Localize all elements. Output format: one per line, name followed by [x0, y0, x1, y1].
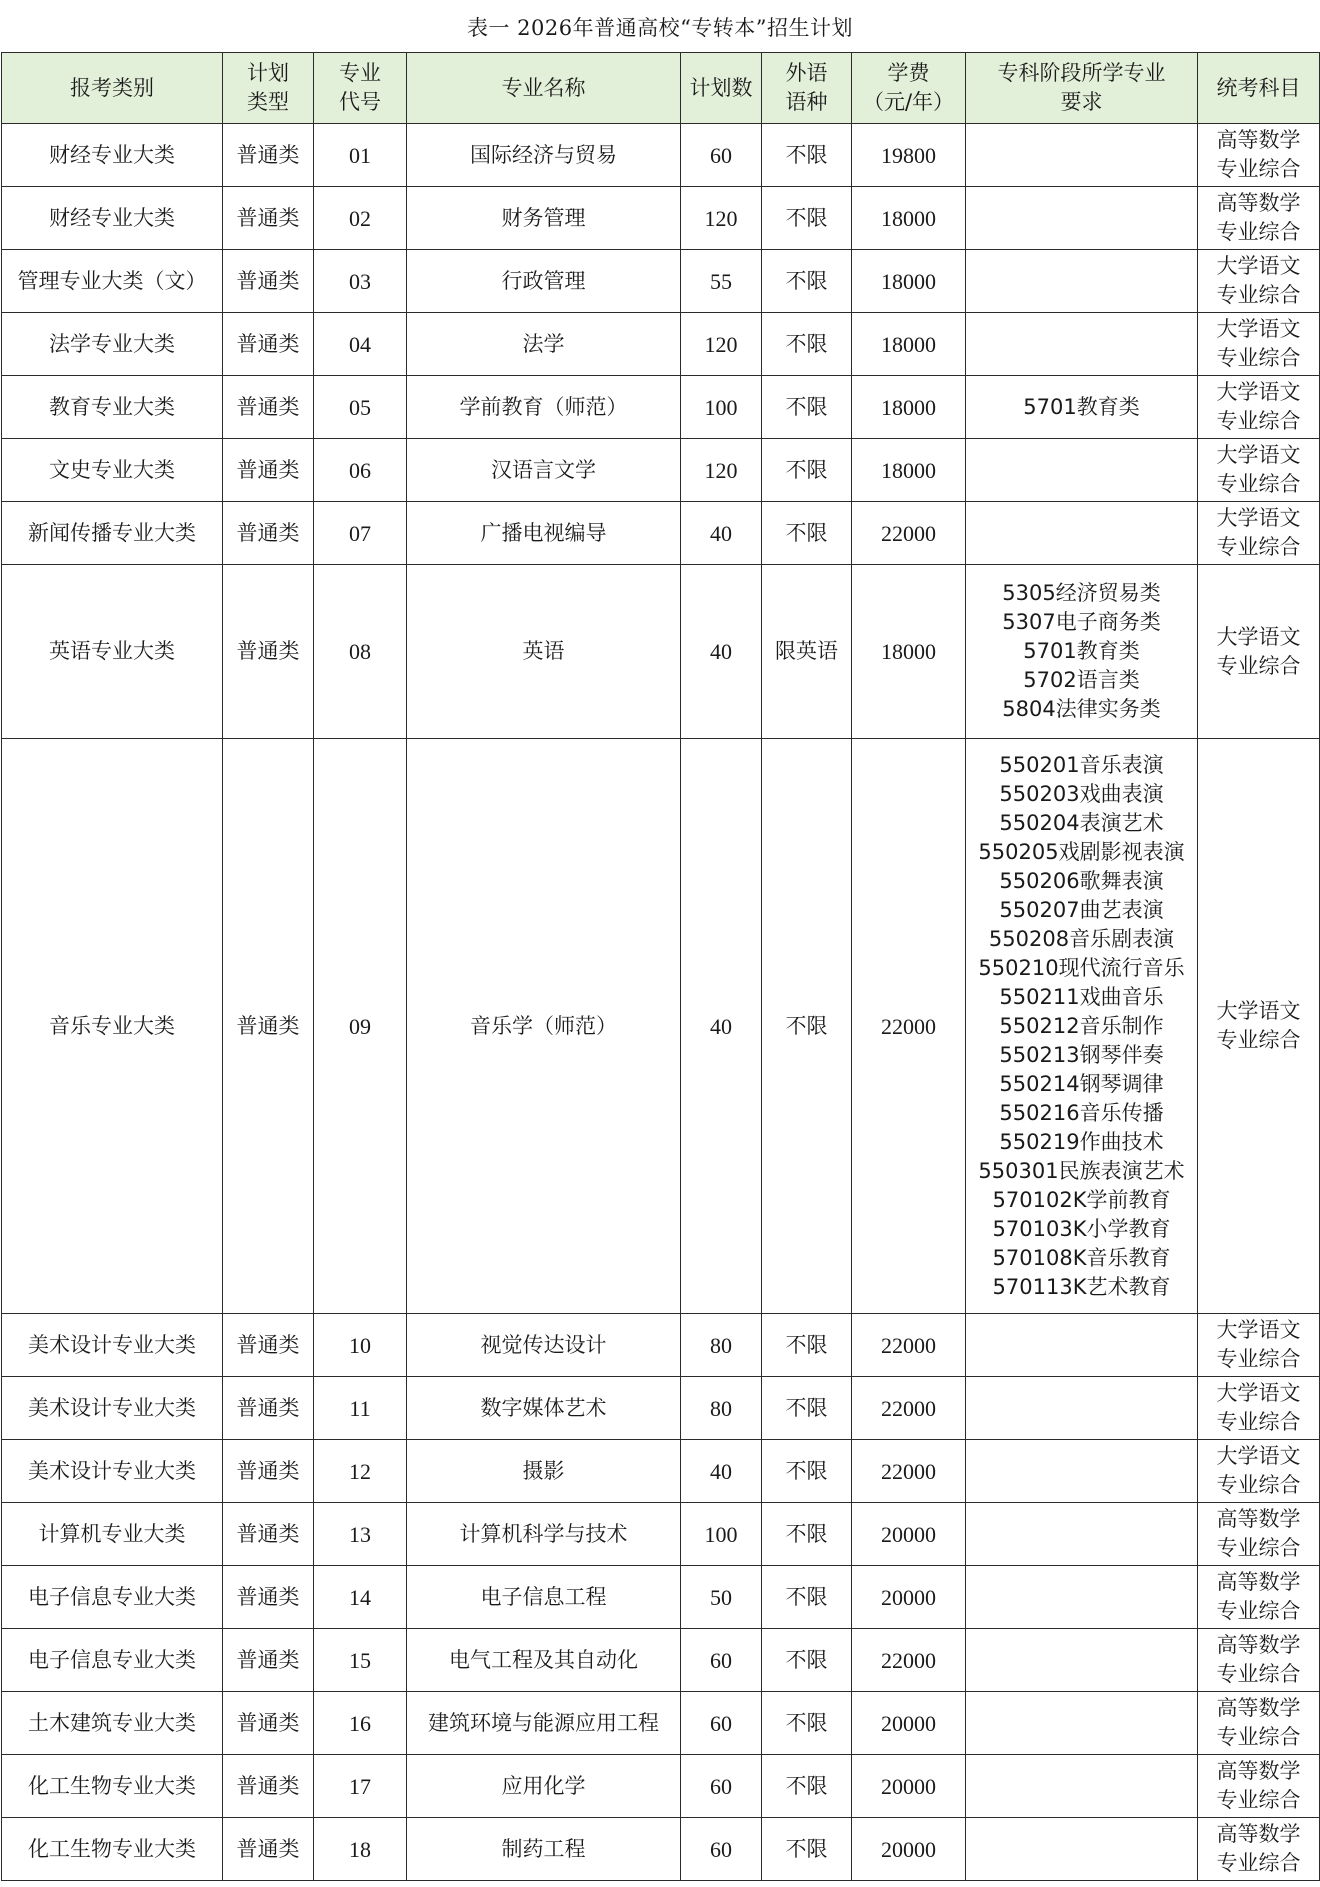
cell-foreign-language: 不限 — [762, 250, 852, 313]
cell-category: 财经专业大类 — [2, 124, 223, 187]
cell-tuition: 22000 — [852, 1440, 966, 1503]
cell-tuition: 18000 — [852, 439, 966, 502]
cell-plan-type: 普通类 — [223, 439, 314, 502]
cell-exam-subjects: 高等数学 专业综合 — [1198, 1755, 1320, 1818]
table-caption: 表一 2026年普通高校“专转本”招生计划 — [466, 16, 854, 40]
cell-plan-type: 普通类 — [223, 1818, 314, 1881]
cell-prior-major-requirement — [966, 1566, 1198, 1629]
cell-plan-type: 普通类 — [223, 739, 314, 1314]
cell-prior-major-requirement — [966, 1755, 1198, 1818]
cell-exam-subjects: 高等数学 专业综合 — [1198, 1503, 1320, 1566]
cell-plan-type: 普通类 — [223, 1566, 314, 1629]
cell-foreign-language: 不限 — [762, 439, 852, 502]
cell-quota: 40 — [681, 502, 762, 565]
table-body — [2, 124, 1320, 1881]
cell-foreign-language: 不限 — [762, 1755, 852, 1818]
cell-quota: 100 — [681, 1503, 762, 1566]
cell-tuition: 22000 — [852, 1629, 966, 1692]
enrollment-plan-table — [1, 52, 1320, 1881]
cell-prior-major-requirement — [966, 1440, 1198, 1503]
cell-prior-major-requirement — [966, 1503, 1198, 1566]
cell-foreign-language: 不限 — [762, 187, 852, 250]
header-quota: 计划数 — [681, 53, 762, 124]
table-row — [2, 1818, 1320, 1881]
cell-plan-type: 普通类 — [223, 565, 314, 739]
cell-major-code: 03 — [314, 250, 407, 313]
cell-tuition: 20000 — [852, 1503, 966, 1566]
cell-prior-major-requirement: 550201音乐表演 550203戏曲表演 550204表演艺术 550205戏剧影视表演 550206歌舞表演 550207曲艺表演 550208音乐剧表演 550210现代流行音乐 550211戏曲音乐 550212音乐制作 550213钢琴伴奏 550214钢琴调律 550216音乐传播 550219作曲技术 550301民族表演艺术 570102K学前教育 570103K小学教育 570108K音乐教育 570113K艺术教育 — [966, 739, 1198, 1314]
cell-major-code: 04 — [314, 313, 407, 376]
table-row — [2, 739, 1320, 1314]
cell-major-name: 英语 — [407, 565, 681, 739]
cell-tuition: 18000 — [852, 565, 966, 739]
cell-major-name: 法学 — [407, 313, 681, 376]
cell-plan-type: 普通类 — [223, 1755, 314, 1818]
table-row — [2, 439, 1320, 502]
cell-major-code: 16 — [314, 1692, 407, 1755]
cell-exam-subjects: 高等数学 专业综合 — [1198, 187, 1320, 250]
cell-major-name: 财务管理 — [407, 187, 681, 250]
cell-foreign-language: 不限 — [762, 1314, 852, 1377]
cell-major-code: 11 — [314, 1377, 407, 1440]
cell-quota: 40 — [681, 739, 762, 1314]
cell-major-code: 05 — [314, 376, 407, 439]
cell-category: 文史专业大类 — [2, 439, 223, 502]
header-prior-major-requirement: 专科阶段所学专业 要求 — [966, 53, 1198, 124]
cell-quota: 40 — [681, 1440, 762, 1503]
cell-category: 美术设计专业大类 — [2, 1314, 223, 1377]
cell-category: 法学专业大类 — [2, 313, 223, 376]
cell-tuition: 20000 — [852, 1566, 966, 1629]
cell-foreign-language: 不限 — [762, 739, 852, 1314]
cell-quota: 120 — [681, 187, 762, 250]
cell-exam-subjects: 高等数学 专业综合 — [1198, 1692, 1320, 1755]
cell-major-code: 01 — [314, 124, 407, 187]
cell-tuition: 22000 — [852, 739, 966, 1314]
cell-exam-subjects: 大学语文 专业综合 — [1198, 565, 1320, 739]
cell-exam-subjects: 大学语文 专业综合 — [1198, 739, 1320, 1314]
header-category: 报考类别 — [2, 53, 223, 124]
cell-prior-major-requirement — [966, 502, 1198, 565]
cell-plan-type: 普通类 — [223, 502, 314, 565]
cell-category: 美术设计专业大类 — [2, 1440, 223, 1503]
header-major-code: 专业 代号 — [314, 53, 407, 124]
cell-category: 新闻传播专业大类 — [2, 502, 223, 565]
cell-major-code: 06 — [314, 439, 407, 502]
cell-quota: 60 — [681, 1818, 762, 1881]
table-row — [2, 1503, 1320, 1566]
cell-plan-type: 普通类 — [223, 1377, 314, 1440]
cell-quota: 80 — [681, 1314, 762, 1377]
cell-major-code: 08 — [314, 565, 407, 739]
cell-quota: 80 — [681, 1377, 762, 1440]
cell-major-code: 02 — [314, 187, 407, 250]
cell-major-name: 计算机科学与技术 — [407, 1503, 681, 1566]
cell-prior-major-requirement — [966, 187, 1198, 250]
cell-quota: 60 — [681, 1755, 762, 1818]
cell-major-code: 15 — [314, 1629, 407, 1692]
cell-tuition: 20000 — [852, 1692, 966, 1755]
cell-plan-type: 普通类 — [223, 250, 314, 313]
cell-exam-subjects: 大学语文 专业综合 — [1198, 1377, 1320, 1440]
cell-foreign-language: 不限 — [762, 1440, 852, 1503]
cell-exam-subjects: 高等数学 专业综合 — [1198, 1566, 1320, 1629]
cell-tuition: 18000 — [852, 250, 966, 313]
cell-category: 音乐专业大类 — [2, 739, 223, 1314]
cell-tuition: 22000 — [852, 1314, 966, 1377]
cell-category: 计算机专业大类 — [2, 1503, 223, 1566]
cell-tuition: 22000 — [852, 502, 966, 565]
cell-foreign-language: 不限 — [762, 502, 852, 565]
cell-major-code: 17 — [314, 1755, 407, 1818]
cell-category: 土木建筑专业大类 — [2, 1692, 223, 1755]
cell-major-code: 14 — [314, 1566, 407, 1629]
cell-plan-type: 普通类 — [223, 1629, 314, 1692]
cell-major-name: 视觉传达设计 — [407, 1314, 681, 1377]
cell-quota: 120 — [681, 313, 762, 376]
cell-prior-major-requirement — [966, 1818, 1198, 1881]
cell-exam-subjects: 高等数学 专业综合 — [1198, 124, 1320, 187]
cell-quota: 60 — [681, 1692, 762, 1755]
cell-quota: 120 — [681, 439, 762, 502]
cell-tuition: 22000 — [852, 1377, 966, 1440]
cell-major-name: 国际经济与贸易 — [407, 124, 681, 187]
cell-tuition: 20000 — [852, 1755, 966, 1818]
table-row — [2, 502, 1320, 565]
cell-major-name: 应用化学 — [407, 1755, 681, 1818]
cell-plan-type: 普通类 — [223, 1503, 314, 1566]
cell-major-code: 12 — [314, 1440, 407, 1503]
cell-major-name: 行政管理 — [407, 250, 681, 313]
header-major-name: 专业名称 — [407, 53, 681, 124]
cell-exam-subjects: 高等数学 专业综合 — [1198, 1818, 1320, 1881]
cell-exam-subjects: 大学语文 专业综合 — [1198, 1440, 1320, 1503]
cell-major-code: 18 — [314, 1818, 407, 1881]
cell-category: 电子信息专业大类 — [2, 1629, 223, 1692]
cell-plan-type: 普通类 — [223, 1440, 314, 1503]
cell-foreign-language: 不限 — [762, 124, 852, 187]
cell-foreign-language: 不限 — [762, 1818, 852, 1881]
cell-category: 管理专业大类（文） — [2, 250, 223, 313]
cell-major-code: 07 — [314, 502, 407, 565]
cell-foreign-language: 不限 — [762, 1629, 852, 1692]
cell-major-code: 13 — [314, 1503, 407, 1566]
cell-quota: 40 — [681, 565, 762, 739]
cell-prior-major-requirement — [966, 1692, 1198, 1755]
cell-prior-major-requirement — [966, 439, 1198, 502]
cell-foreign-language: 不限 — [762, 376, 852, 439]
cell-major-name: 广播电视编导 — [407, 502, 681, 565]
cell-prior-major-requirement — [966, 1629, 1198, 1692]
header-exam-subjects: 统考科目 — [1198, 53, 1320, 124]
cell-prior-major-requirement — [966, 250, 1198, 313]
cell-quota: 60 — [681, 1629, 762, 1692]
header-foreign-language: 外语 语种 — [762, 53, 852, 124]
cell-prior-major-requirement — [966, 313, 1198, 376]
cell-major-name: 摄影 — [407, 1440, 681, 1503]
table-row — [2, 1755, 1320, 1818]
cell-category: 教育专业大类 — [2, 376, 223, 439]
table-row — [2, 376, 1320, 439]
cell-exam-subjects: 大学语文 专业综合 — [1198, 250, 1320, 313]
cell-major-name: 电子信息工程 — [407, 1566, 681, 1629]
table-row — [2, 565, 1320, 739]
cell-category: 财经专业大类 — [2, 187, 223, 250]
table-row — [2, 1377, 1320, 1440]
cell-exam-subjects: 大学语文 专业综合 — [1198, 1314, 1320, 1377]
table-row — [2, 124, 1320, 187]
cell-exam-subjects: 高等数学 专业综合 — [1198, 1629, 1320, 1692]
cell-exam-subjects: 大学语文 专业综合 — [1198, 502, 1320, 565]
table-row — [2, 1566, 1320, 1629]
cell-major-name: 建筑环境与能源应用工程 — [407, 1692, 681, 1755]
table-row — [2, 313, 1320, 376]
cell-plan-type: 普通类 — [223, 376, 314, 439]
cell-prior-major-requirement — [966, 1377, 1198, 1440]
cell-tuition: 19800 — [852, 124, 966, 187]
header-plan-type: 计划 类型 — [223, 53, 314, 124]
table-row — [2, 1692, 1320, 1755]
cell-quota: 55 — [681, 250, 762, 313]
cell-category: 化工生物专业大类 — [2, 1818, 223, 1881]
cell-major-code: 09 — [314, 739, 407, 1314]
cell-major-name: 制药工程 — [407, 1818, 681, 1881]
cell-category: 英语专业大类 — [2, 565, 223, 739]
cell-exam-subjects: 大学语文 专业综合 — [1198, 313, 1320, 376]
cell-plan-type: 普通类 — [223, 1314, 314, 1377]
cell-major-name: 汉语言文学 — [407, 439, 681, 502]
cell-plan-type: 普通类 — [223, 187, 314, 250]
cell-prior-major-requirement: 5701教育类 — [966, 376, 1198, 439]
cell-foreign-language: 不限 — [762, 313, 852, 376]
table-row — [2, 187, 1320, 250]
cell-quota: 50 — [681, 1566, 762, 1629]
table-row — [2, 1629, 1320, 1692]
cell-prior-major-requirement — [966, 1314, 1198, 1377]
cell-quota: 60 — [681, 124, 762, 187]
cell-foreign-language: 不限 — [762, 1377, 852, 1440]
cell-tuition: 18000 — [852, 187, 966, 250]
cell-foreign-language: 限英语 — [762, 565, 852, 739]
cell-major-name: 音乐学（师范） — [407, 739, 681, 1314]
cell-foreign-language: 不限 — [762, 1692, 852, 1755]
cell-major-code: 10 — [314, 1314, 407, 1377]
header-row — [2, 53, 1320, 124]
cell-category: 化工生物专业大类 — [2, 1755, 223, 1818]
cell-major-name: 电气工程及其自动化 — [407, 1629, 681, 1692]
cell-plan-type: 普通类 — [223, 1692, 314, 1755]
table-row — [2, 1440, 1320, 1503]
table-row — [2, 250, 1320, 313]
table-row — [2, 1314, 1320, 1377]
cell-tuition: 20000 — [852, 1818, 966, 1881]
cell-quota: 100 — [681, 376, 762, 439]
cell-prior-major-requirement: 5305经济贸易类 5307电子商务类 5701教育类 5702语言类 5804法律实务类 — [966, 565, 1198, 739]
cell-category: 美术设计专业大类 — [2, 1377, 223, 1440]
cell-major-name: 数字媒体艺术 — [407, 1377, 681, 1440]
cell-prior-major-requirement — [966, 124, 1198, 187]
cell-plan-type: 普通类 — [223, 313, 314, 376]
cell-foreign-language: 不限 — [762, 1566, 852, 1629]
cell-plan-type: 普通类 — [223, 124, 314, 187]
cell-foreign-language: 不限 — [762, 1503, 852, 1566]
cell-category: 电子信息专业大类 — [2, 1566, 223, 1629]
cell-tuition: 18000 — [852, 313, 966, 376]
cell-exam-subjects: 大学语文 专业综合 — [1198, 376, 1320, 439]
cell-major-name: 学前教育（师范） — [407, 376, 681, 439]
cell-exam-subjects: 大学语文 专业综合 — [1198, 439, 1320, 502]
header-tuition: 学费 （元/年） — [852, 53, 966, 124]
cell-tuition: 18000 — [852, 376, 966, 439]
